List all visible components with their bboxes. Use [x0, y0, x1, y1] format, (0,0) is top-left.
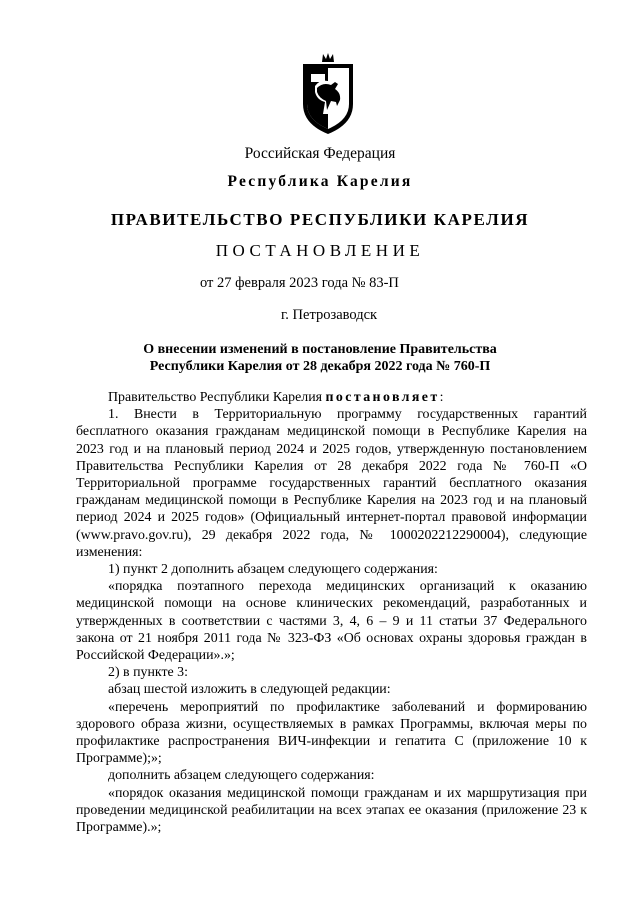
republic-title: Республика Карелия: [227, 173, 413, 190]
government-title: ПРАВИТЕЛЬСТВО РЕСПУБЛИКИ КАРЕЛИЯ: [110, 210, 530, 229]
intro-text: Правительство Республики Карелия: [108, 390, 326, 405]
document-city: г. Петрозаводск: [281, 307, 378, 323]
document-type: ПОСТАНОВЛЕНИЕ: [215, 241, 425, 260]
subject-line: О внесении изменений в постановление Правительства: [143, 342, 497, 357]
intro-paragraph: [76, 389, 587, 406]
document-body: [76, 389, 587, 836]
document-subject: [0, 341, 640, 375]
federation-title: Российская Федерация: [244, 145, 396, 162]
paragraph: 2) в пункте 3:: [108, 665, 188, 681]
paragraph: «порядка поэтапного перехода медицинских организаций к оказанию медицинской помощи на основе клинических рекомендаций, разработанных и утвержденных в соответствии с частями 3, 4, 6 – 9 и 11 статьи 37 Федерального закона от 21 ноября 2011 года № 323-ФЗ «Об основах охраны здоровья граждан в Российской Федерации».»;: [76, 579, 587, 664]
subject-line: Республики Карелия от 28 декабря 2022 года № 760-П: [149, 359, 491, 374]
intro-end: :: [439, 390, 444, 405]
resolves-word: постановляет: [325, 390, 440, 405]
paragraph: дополнить абзацем следующего содержания:: [108, 768, 375, 784]
paragraph: абзац шестой изложить в следующей редакции:: [108, 682, 391, 698]
paragraph: 1. Внести в Территориальную программу государственных гарантий бесплатного оказания гражданам медицинской помощи в Республике Карелия на 2023 год и на плановый период 2024 и 2025 годов, утвержденную постановлением Правительства Республики Карелия от 28 декабря 2022 года № 760-П «О Территориальной программе государственных гарантий бесплатного оказания гражданам медицинской помощи в Республике Карелия на 2023 год и на плановый период 2024 и 2025 годов» (Официальный интернет-портал правовой информации (www.pravo.gov.ru), 29 декабря 2022 года, № 1000202212290004), следующие изменения:: [76, 407, 587, 560]
paragraph: «порядок оказания медицинской помощи гражданам и их маршрутизация при проведении медицинской реабилитации на всех этапах ее оказания (приложение 23 к Программе).»;: [76, 785, 587, 836]
paragraph: 1) пункт 2 дополнить абзацем следующего содержания:: [108, 562, 438, 578]
paragraph: «перечень мероприятий по профилактике заболеваний и формированию здорового образа жизни, осуществляемых в рамках Программы, включая меры по профилактике распространения ВИЧ-инфекции и гепатита С (приложение 10 к Программе);»;: [76, 699, 587, 767]
document-date: от 27 февраля 2023 года № 83-П: [200, 275, 399, 291]
karelia-coat-of-arms-icon: [301, 52, 355, 136]
